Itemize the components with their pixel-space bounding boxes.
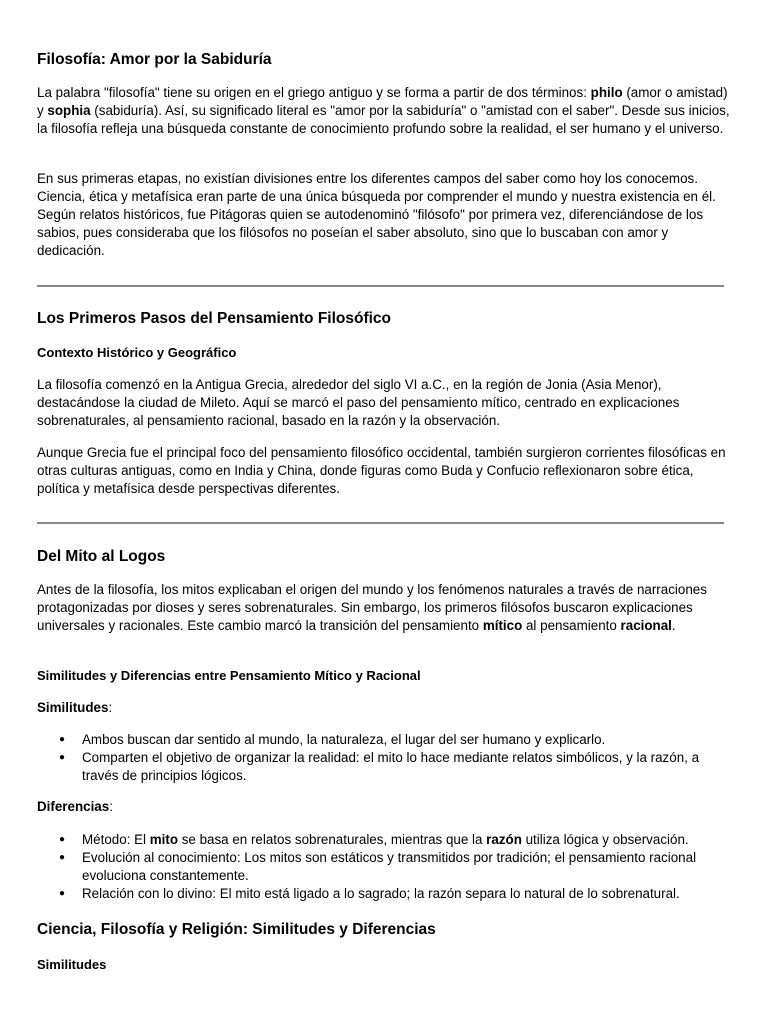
- bold-term-racional: racional: [620, 618, 672, 633]
- label-diferencias: [37, 798, 113, 816]
- list-item: ● Evolución al conocimiento: Los mitos son estáticos y transmitidos por tradición; el pensamiento racional evoluciona constantemente.: [82, 849, 731, 885]
- paragraph-antes-filosofia: [37, 581, 731, 635]
- paragraph-origen-palabra: [37, 84, 731, 138]
- bold-term-philo: philo: [590, 85, 623, 100]
- text-run: .: [671, 618, 676, 633]
- text-run: utiliza lógica y observación.: [521, 832, 689, 847]
- text-run: (amor o amistad) y: [37, 85, 728, 118]
- list-item: ● Relación con lo divino: El mito está ligado a lo sagrado; la razón separa lo natural de lo sobrenatural.: [82, 885, 731, 903]
- section-title-mito-logos: Del Mito al Logos: [37, 548, 166, 565]
- text-run: al pensamiento: [522, 618, 621, 633]
- list-item: ● Comparten el objetivo de organizar la realidad: el mito lo hace mediante relatos simbólicos, y la razón, a través de principios lógicos.: [82, 749, 731, 785]
- label-bold: Similitudes: [37, 700, 109, 715]
- list-diferencias: [37, 831, 731, 903]
- bold-term-razon: razón: [486, 832, 522, 847]
- paragraph-primeras-etapas: En sus primeras etapas, no existían divisiones entre los diferentes campos del saber como hoy los conocemos. Ciencia, ética y metafísica eran parte de una única búsqueda por comprender el mundo y nuestra existencia en él. Según relatos históricos, fue Pitágoras quien se autodenominó "filósofo" por primera vez, diferenciándose de los sabios, pues consideraba que los filósofos no poseían el saber absoluto, sino que lo buscaban con amor y dedicación.: [37, 171, 716, 258]
- text-run: (sabiduría). Así, su significado literal es "amor por la sabiduría" o "amistad con el saber". Desde sus inicios, la filosofía refleja una búsqueda constante de conocimiento profundo sobre la realidad, el ser humano y el universo.: [37, 103, 730, 136]
- list-item: ● Ambos buscan dar sentido al mundo, la naturaleza, el lugar del ser humano y explicarlo.: [82, 731, 731, 749]
- section-divider: [37, 285, 724, 287]
- text-run: Método: El: [82, 832, 150, 847]
- bold-term-mito: mito: [149, 832, 178, 847]
- text-run: se basa en relatos sobrenaturales, mientras que la: [178, 832, 487, 847]
- section-title-filosofia: Filosofía: Amor por la Sabiduría: [37, 51, 272, 68]
- subsection-title-contexto: Contexto Histórico y Geográfico: [37, 345, 237, 360]
- subsection-title-similitudes: Similitudes: [37, 957, 107, 972]
- text-run: Antes de la filosofía, los mitos explicaban el origen del mundo y los fenómenos naturales a través de narraciones protagonizadas por dioses y seres sobrenaturales. Sin embargo, los primeros filósofos buscaron explicaciones universales y racionales. Este cambio marcó la transición del pensamiento: [37, 582, 707, 633]
- section-title-ciencia-filosofia-religion: Ciencia, Filosofía y Religión: Similitudes y Diferencias: [37, 921, 436, 938]
- section-divider: [37, 522, 724, 524]
- paragraph-otras-culturas: Aunque Grecia fue el principal foco del pensamiento filosófico occidental, también surgieron corrientes filosóficas en otras culturas antiguas, como en India y China, donde figuras como Buda y Confucio reflexionaron sobre ética, política y metafísica desde perspectivas diferentes.: [37, 445, 726, 496]
- bold-term-mitico: mítico: [482, 618, 523, 633]
- text-run: La palabra "filosofía" tiene su origen en el griego antiguo y se forma a partir de dos términos:: [37, 85, 591, 100]
- label-bold: Diferencias: [37, 799, 110, 814]
- bold-term-sophia: sophia: [47, 103, 91, 118]
- label-similitudes: [37, 699, 112, 717]
- list-item: [82, 831, 731, 849]
- section-title-primeros-pasos: Los Primeros Pasos del Pensamiento Filosófico: [37, 310, 392, 327]
- label-colon: :: [109, 799, 113, 814]
- label-colon: :: [108, 700, 113, 715]
- list-similitudes: [37, 731, 731, 785]
- paragraph-antigua-grecia: La filosofía comenzó en la Antigua Grecia, alrededor del siglo VI a.C., en la región de Jonia (Asia Menor), destacándose la ciudad de Mileto. Aquí se marcó el paso del pensamiento mítico, centrado en explicaciones sobrenaturales, al pensamiento racional, basado en la razón y la observación.: [37, 377, 680, 428]
- subsection-title-similitudes-diferencias: Similitudes y Diferencias entre Pensamiento Mítico y Racional: [37, 668, 421, 683]
